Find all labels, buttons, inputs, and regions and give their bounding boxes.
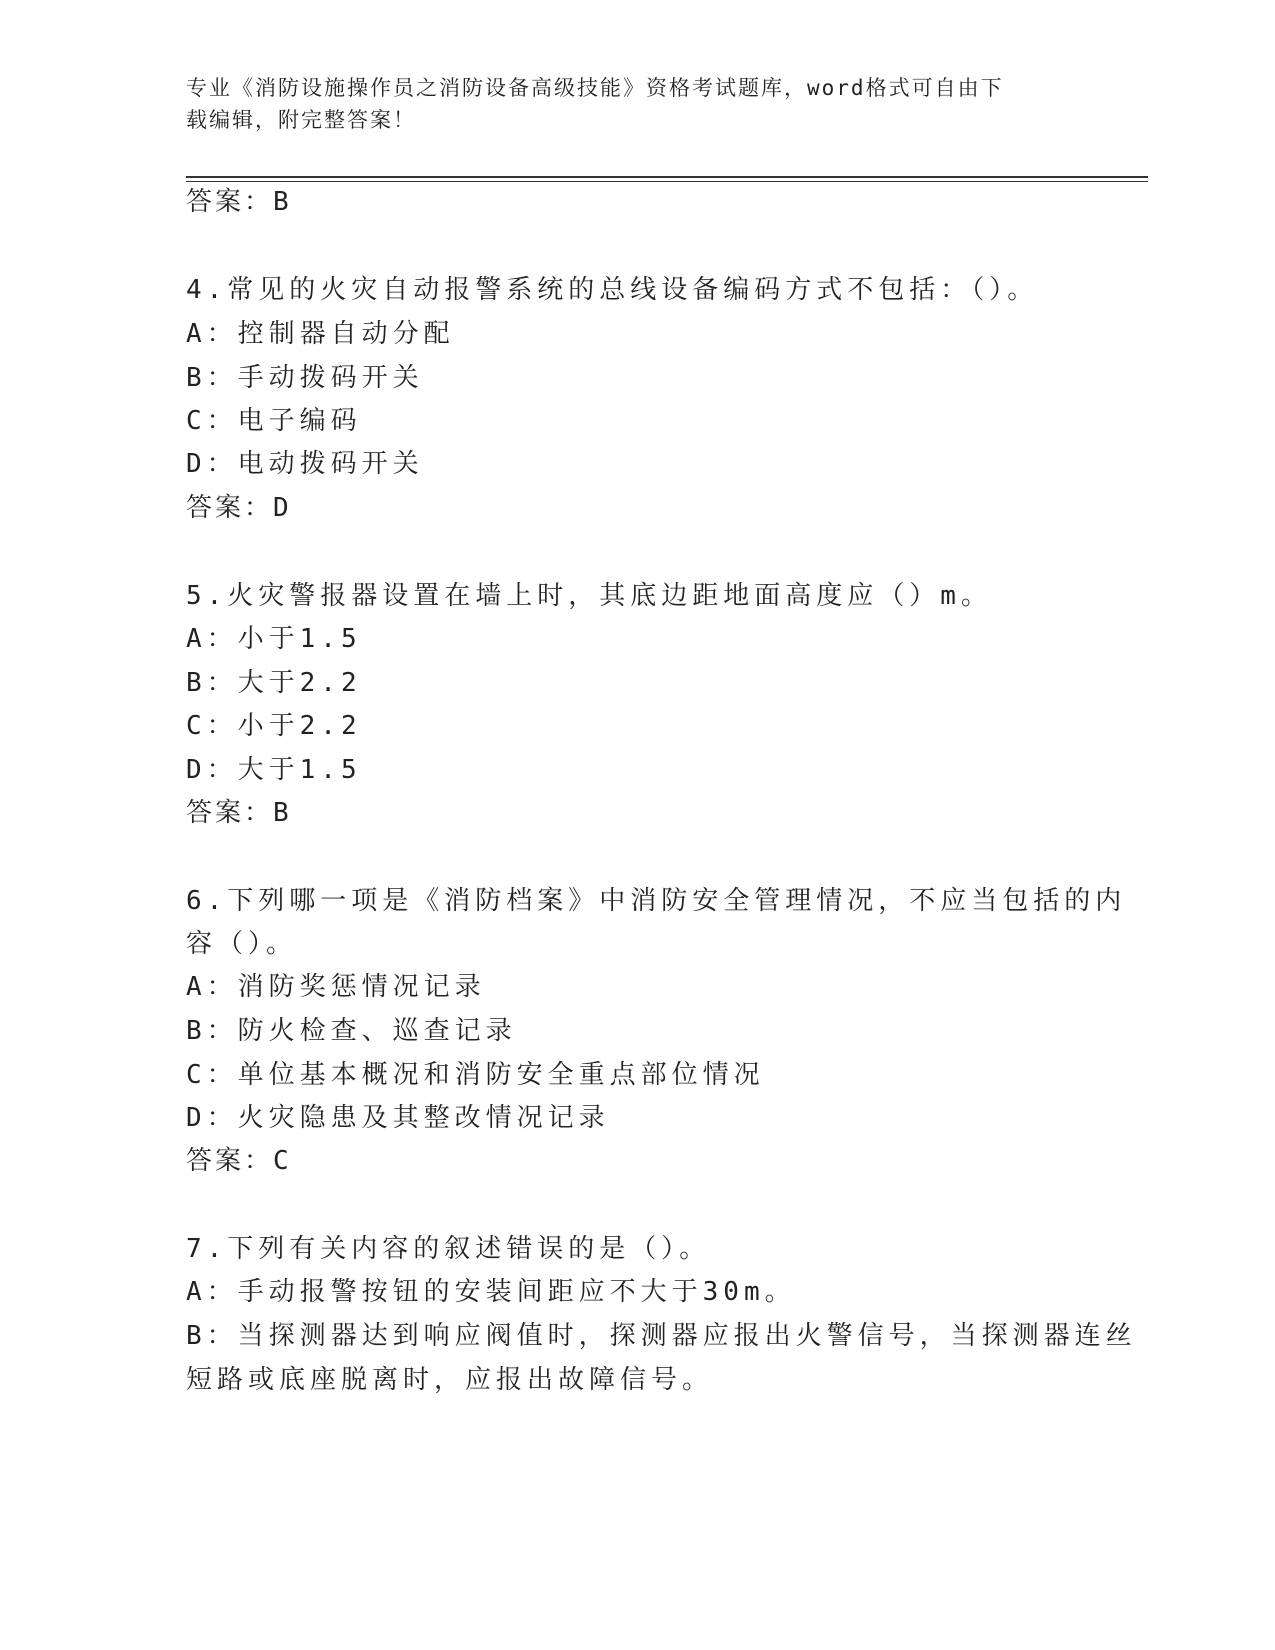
header-divider-thin <box>186 181 1148 182</box>
question-4-option-c: C：电子编码 <box>186 406 362 436</box>
question-5-stem: 5.火灾警报器设置在墙上时，其底边距地面高度应（）m。 <box>186 581 992 611</box>
header-line-1: 专业《消防设施操作员之消防设备高级技能》资格考试题库，word格式可自由下 <box>186 76 1004 100</box>
question-4-option-a: A：控制器自动分配 <box>186 319 455 349</box>
question-6-stem-line-2: 容（）。 <box>186 929 298 959</box>
question-4-option-b: B：手动拨码开关 <box>186 363 424 393</box>
question-7-stem: 7.下列有关内容的叙述错误的是（）。 <box>186 1234 711 1264</box>
answer-q5: 答案：B <box>186 798 292 828</box>
question-6-option-c: C：单位基本概况和消防安全重点部位情况 <box>186 1060 765 1090</box>
answer-q4: 答案：D <box>186 493 292 523</box>
question-7-option-b-line-2: 短路或底座脱离时，应报出故障信号。 <box>186 1365 714 1395</box>
answer-q6: 答案：C <box>186 1146 292 1176</box>
question-7-option-b-line-1: B：当探测器达到响应阀值时，探测器应报出火警信号，当探测器连丝 <box>186 1321 1137 1351</box>
header-line-2: 载编辑，附完整答案！ <box>186 108 416 132</box>
question-7-option-a: A：手动报警按钮的安装间距应不大于30m。 <box>186 1277 796 1307</box>
question-6-option-b: B：防火检查、巡查记录 <box>186 1016 517 1046</box>
question-4-stem: 4.常见的火灾自动报警系统的总线设备编码方式不包括：（）。 <box>186 275 1039 305</box>
question-5-option-a: A：小于1.5 <box>186 624 362 654</box>
answer-q3: 答案：B <box>186 187 292 217</box>
question-4-option-d: D：电动拨码开关 <box>186 449 424 479</box>
header-divider-thick <box>186 176 1148 178</box>
question-6-option-a: A：消防奖惩情况记录 <box>186 972 486 1002</box>
question-5-option-b: B：大于2.2 <box>186 668 362 698</box>
question-6-option-d: D：火灾隐患及其整改情况记录 <box>186 1103 610 1133</box>
question-5-option-c: C：小于2.2 <box>186 711 362 741</box>
document-header <box>186 72 1066 136</box>
question-6-stem-line-1: 6.下列哪一项是《消防档案》中消防安全管理情况，不应当包括的内 <box>186 886 1127 916</box>
question-5-option-d: D：大于1.5 <box>186 755 362 785</box>
